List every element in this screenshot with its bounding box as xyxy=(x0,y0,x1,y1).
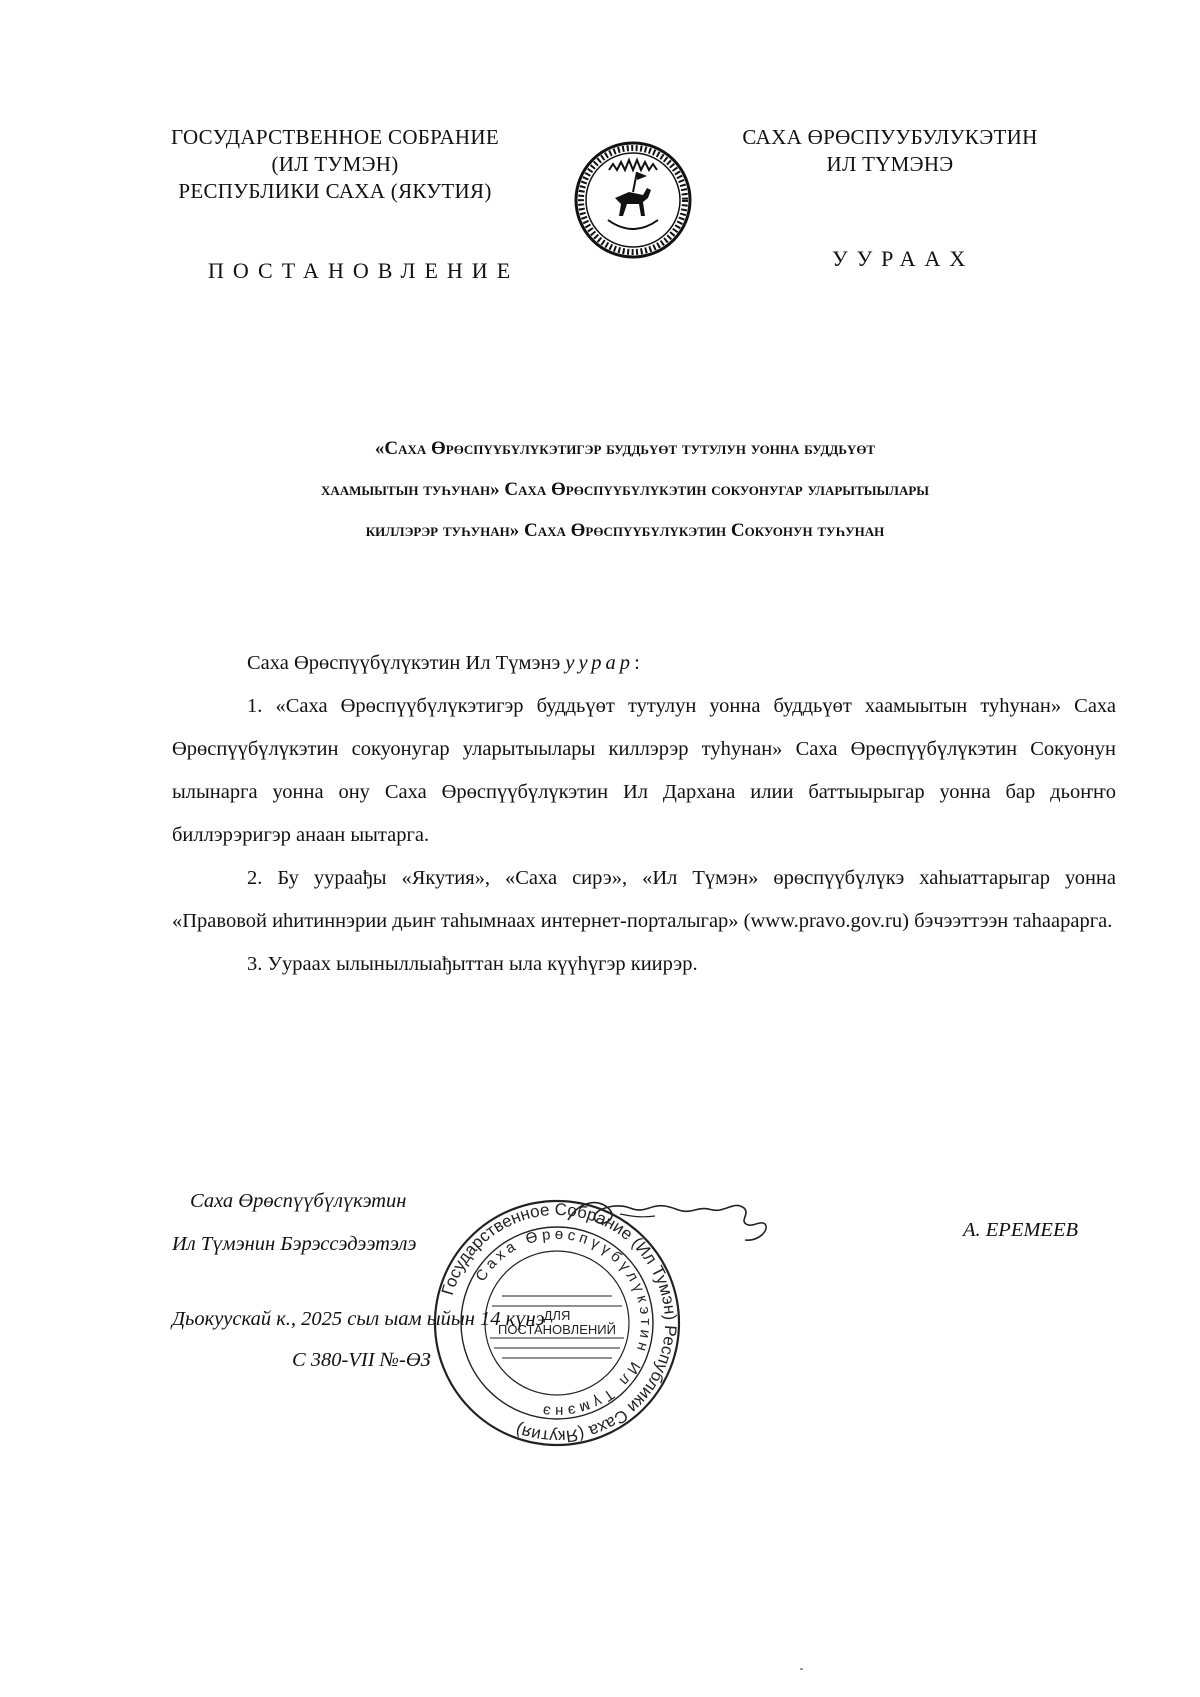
doc-type-yakut: УУРААХ xyxy=(832,246,975,271)
stamp-outer-text: Государственное Собрание (Ил Тумэн) Республики Саха (Якутия) xyxy=(437,1199,681,1447)
title-line-2: хаамыытын туһунан» Саха Өрөспүүбүлүкэтин сокуонугар уларытыылары xyxy=(320,479,930,500)
stamp-center-line-2: ПОСТАНОВЛЕНИЙ xyxy=(498,1322,616,1337)
paragraph-3: 3. Уураах ылыныллыађыттан ыла күүһүгэр киирэр. xyxy=(247,953,698,975)
doc-type-russian: ПОСТАНОВЛЕНИЕ xyxy=(208,258,520,283)
header-right xyxy=(710,124,1070,178)
coat-of-arms-emblem-icon xyxy=(573,140,693,260)
header-right-line-2: ИЛ ТҮМЭНЭ xyxy=(826,152,954,176)
header-left-line-3: РЕСПУБЛИКИ САХА (ЯКУТИЯ) xyxy=(178,179,492,203)
paragraph-1: 1. «Саха Өрөспүүбүлүкэтигэр буддьүөт тутулун уонна буддьүөт хаамыытын туһунан» Саха Өрөспүүбүлүкэтин сокуонугар уларытыылары киллэрэр туһунан» Саха Өрөспүүбүлүкэтин Сокуонун ылынарга уонна ону Саха Өрөспүүбүлүкэтин Ил Дархана илии баттыырыгар уонна бар дьоҥҥо биллэрэригэр анаан ыытарга. xyxy=(172,695,1116,846)
signatory-position xyxy=(172,1180,416,1266)
paragraph-2: 2. Бу уураађы «Якутия», «Саха сирэ», «Ил Түмэн» өрөспүүбүлүкэ хаһыаттарыгар уонна «Правовой иһитиннэрии дьиҥ таһымнаах интернет-порталыгар» (www.pravo.gov.ru) бэчээттээн таһаарарга. xyxy=(172,867,1116,932)
title-line-1: «Саха Өрөспүүбүлүкэтигэр буддьүөт тутулун уонна буддьүөт xyxy=(374,438,876,459)
title-line-3: киллэрэр туһунан» Саха Өрөспүүбүлүкэтин Сокуонун туһунан xyxy=(365,520,885,541)
signatory-name: А. ЕРЕМЕЕВ xyxy=(963,1219,1078,1241)
stamp-inner-text: Саха Өрөспүүбүлүкэтин Ил Түмэнэ xyxy=(472,1225,655,1421)
header-right-line-1: САХА ӨРӨСПУУБУЛУКЭТИН xyxy=(742,125,1038,149)
header-left-line-1: ГОСУДАРСТВЕННОЕ СОБРАНИЕ xyxy=(171,125,499,149)
document-number: С 380-VII №-ӨЗ xyxy=(292,1349,431,1371)
stamp-center-line-1: ДЛЯ xyxy=(543,1308,571,1323)
intro-paragraph xyxy=(172,642,1116,685)
intro-text: Саха Өрөспүүбүлүкэтин Ил Түмэнэ xyxy=(247,652,561,674)
intro-end: : xyxy=(634,652,640,674)
intro-spaced-word: уурар xyxy=(565,652,635,674)
official-seal-stamp xyxy=(432,1198,682,1448)
document-body xyxy=(172,642,1116,986)
signatory-position-line-1: Саха Өрөспүүбүлүкэтин xyxy=(190,1190,407,1212)
scan-artifact xyxy=(800,1668,803,1670)
place-and-date: Дьокуускай к., 2025 сыл ыам ыйын 14 күнэ xyxy=(172,1308,545,1330)
document-title xyxy=(150,428,1100,551)
header-left xyxy=(130,124,540,205)
header-left-line-2: (ИЛ ТУМЭН) xyxy=(271,152,399,176)
signatory-position-line-2: Ил Түмэнин Бэрэссэдээтэлэ xyxy=(172,1233,417,1255)
